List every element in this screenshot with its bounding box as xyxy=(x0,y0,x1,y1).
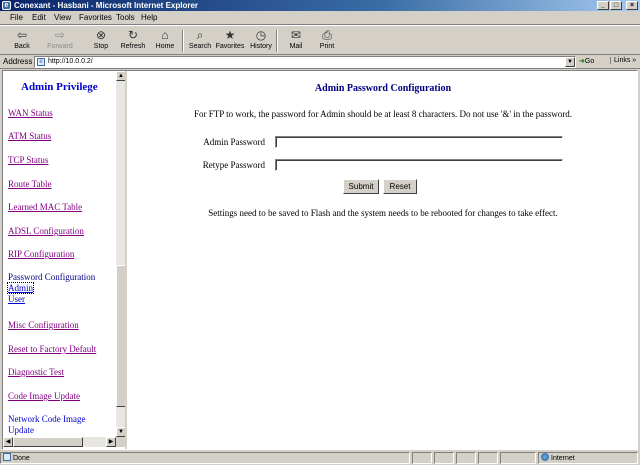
search-button[interactable]: ⌕ Search xyxy=(188,28,212,50)
refresh-button[interactable]: ↻ Refresh xyxy=(120,28,146,50)
nav-user[interactable]: User xyxy=(8,294,25,304)
scroll-down-button[interactable]: ▼ xyxy=(116,427,126,437)
address-label: Address xyxy=(3,57,33,66)
main-frame xyxy=(129,71,637,449)
scroll-right-button[interactable]: ▶ xyxy=(106,437,116,447)
menu-favorites[interactable]: Favorites xyxy=(79,13,112,22)
status-cell xyxy=(500,452,536,464)
nav-admin[interactable]: Admin xyxy=(8,283,34,293)
forward-arrow-icon: ⇨ xyxy=(54,28,66,42)
home-button[interactable]: ⌂ Home xyxy=(155,28,175,50)
mail-button[interactable]: ✉ Mail xyxy=(289,28,303,50)
nav-network-code-image-line2[interactable]: Update xyxy=(8,425,34,435)
nav-adsl-configuration[interactable]: ADSL Configuration xyxy=(8,226,84,236)
globe-icon xyxy=(541,453,549,461)
nav-learned-mac-table[interactable]: Learned MAC Table xyxy=(8,202,83,212)
sidebar-horizontal-scrollbar[interactable] xyxy=(3,437,116,447)
go-arrow-icon: ➜ xyxy=(579,58,585,65)
status-cell xyxy=(434,452,454,464)
retype-password-field[interactable] xyxy=(275,159,563,171)
nav-route-table[interactable]: Route Table xyxy=(8,179,52,189)
back-button[interactable]: ⇦ Back xyxy=(14,28,30,50)
print-button[interactable]: ⎙ Print xyxy=(319,28,335,50)
nav-password-configuration: Password Configuration xyxy=(8,272,96,282)
nav-diagnostic-test[interactable]: Diagnostic Test xyxy=(8,367,64,377)
status-text-cell xyxy=(0,452,410,464)
history-button[interactable]: ◷ History xyxy=(250,28,272,50)
refresh-icon: ↻ xyxy=(127,28,139,42)
forward-button[interactable]: ⇨ Forward xyxy=(47,28,73,50)
stop-button[interactable]: ⊗ Stop xyxy=(93,28,109,50)
status-cell xyxy=(478,452,498,464)
scroll-corner xyxy=(116,437,126,447)
menu-tools[interactable]: Tools xyxy=(116,13,135,22)
menu-file[interactable]: File xyxy=(10,13,23,22)
browser-content xyxy=(2,70,638,450)
nav-misc-configuration[interactable]: Misc Configuration xyxy=(8,320,79,330)
nav-reset-factory-default[interactable]: Reset to Factory Default xyxy=(8,344,97,354)
horizontal-scroll-thumb[interactable] xyxy=(13,437,83,447)
sidebar-heading: Admin Privilege xyxy=(21,81,98,93)
window-title: Conexant - Hasbani - Microsoft Internet Explorer xyxy=(14,1,199,10)
menu-help[interactable]: Help xyxy=(141,13,158,22)
links-button[interactable]: Links » xyxy=(610,57,636,64)
status-bar xyxy=(0,451,640,465)
scroll-up-button[interactable]: ▲ xyxy=(116,71,126,81)
page-done-icon xyxy=(3,453,11,461)
sidebar-frame xyxy=(3,71,127,449)
menu-bar xyxy=(0,11,640,25)
history-icon: ◷ xyxy=(255,28,267,42)
address-input[interactable] xyxy=(34,56,576,68)
search-icon: ⌕ xyxy=(196,28,204,42)
admin-password-label: Admin Password xyxy=(203,137,265,147)
stop-icon: ⊗ xyxy=(95,28,107,42)
menu-edit[interactable]: Edit xyxy=(32,13,46,22)
nav-network-code-image-line1[interactable]: Network Code Image xyxy=(8,414,86,424)
toolbar xyxy=(0,25,640,55)
reset-button[interactable]: Reset xyxy=(383,179,417,194)
security-zone-cell xyxy=(538,452,638,464)
menu-view[interactable]: View xyxy=(54,13,72,22)
scroll-left-button[interactable]: ◀ xyxy=(3,437,13,447)
submit-button[interactable]: Submit xyxy=(343,179,379,194)
nav-atm-status[interactable]: ATM Status xyxy=(8,131,52,141)
home-icon: ⌂ xyxy=(161,28,169,42)
page-title: Admin Password Configuration xyxy=(314,83,452,94)
admin-password-field[interactable] xyxy=(275,136,563,148)
minimize-button[interactable]: _ xyxy=(597,1,609,10)
status-cell xyxy=(412,452,432,464)
sidebar-vertical-scrollbar[interactable] xyxy=(116,71,126,437)
page-icon: e xyxy=(37,58,45,66)
nav-rip-configuration[interactable]: RIP Configuration xyxy=(8,249,75,259)
reboot-note: Settings need to be saved to Flash and the system needs to be rebooted for changes to take effect. xyxy=(208,208,558,218)
maximize-button[interactable]: □ xyxy=(610,1,622,10)
title-bar xyxy=(0,0,640,11)
status-cell xyxy=(456,452,476,464)
go-button[interactable]: ➜Go xyxy=(579,58,595,65)
mail-icon: ✉ xyxy=(290,28,302,42)
nav-tcp-status[interactable]: TCP Status xyxy=(8,155,49,165)
address-bar xyxy=(0,55,640,69)
scroll-thumb[interactable] xyxy=(116,265,126,407)
window-controls xyxy=(597,1,638,10)
address-dropdown-button[interactable]: ▼ xyxy=(565,57,575,67)
status-text: Done xyxy=(13,455,30,462)
back-arrow-icon: ⇦ xyxy=(16,28,28,42)
security-zone: Internet xyxy=(551,455,575,462)
address-url[interactable]: http://10.0.0.2/ xyxy=(48,58,93,65)
password-note: For FTP to work, the password for Admin should be at least 8 characters. Do not use '&' in the password. xyxy=(193,109,573,119)
nav-code-image-update[interactable]: Code Image Update xyxy=(8,391,80,401)
nav-wan-status[interactable]: WAN Status xyxy=(8,108,53,118)
ie-logo-icon: e xyxy=(2,1,11,10)
retype-password-label: Retype Password xyxy=(202,160,265,170)
printer-icon: ⎙ xyxy=(322,28,332,42)
close-button[interactable]: × xyxy=(626,1,638,10)
favorites-button[interactable]: ★ Favorites xyxy=(215,28,245,50)
favorites-icon: ★ xyxy=(224,28,236,42)
